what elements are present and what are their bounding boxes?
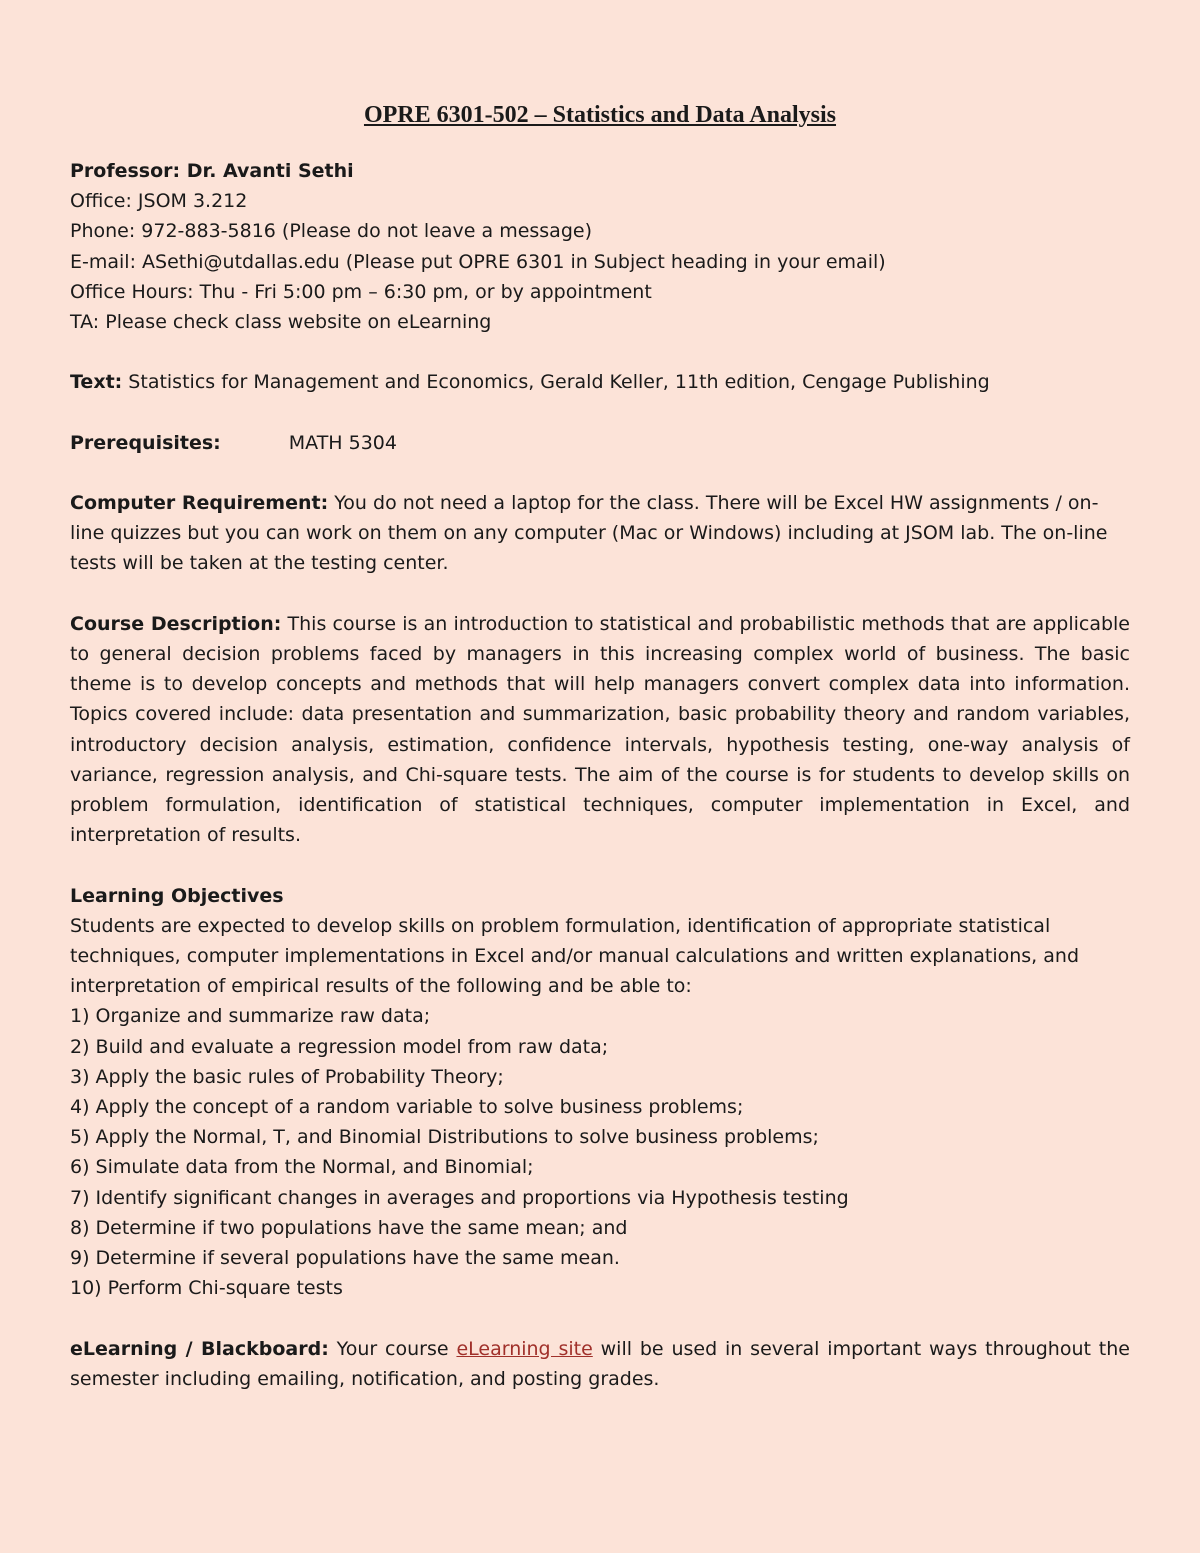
elearning-text-after: will be used in several important ways throughout the semester including emailing, notification, and posting grades. bbox=[70, 1337, 1130, 1390]
contact-block bbox=[70, 156, 1130, 337]
office-hours-line: Office Hours: Thu - Fri 5:00 pm – 6:30 pm, or by appointment bbox=[70, 280, 652, 303]
elearning-label: eLearning / Blackboard: bbox=[70, 1337, 329, 1360]
prerequisites-value: MATH 5304 bbox=[288, 431, 397, 454]
page-title: OPRE 6301-502 – Statistics and Data Analysis bbox=[363, 102, 837, 128]
prerequisites-label: Prerequisites: bbox=[70, 431, 221, 454]
computer-requirement-text: You do not need a laptop for the class. There will be Excel HW assignments / on-line quizzes but you can work on them on any computer (Mac or Windows) including at JSOM lab. The on-line tests will be taken at the testing center. bbox=[70, 492, 1108, 575]
text-value: Statistics for Management and Economics, Gerald Keller, 11th edition, Cengage Publishing bbox=[122, 371, 990, 394]
learning-objectives-intro: Students are expected to develop skills on problem formulation, identification of appropriate statistical techniques, computer implementations in Excel and/or manual calculations and written explanations, and interpretation of empirical results of the following and be able to: bbox=[70, 914, 1080, 998]
syllabus-page bbox=[70, 98, 1130, 1394]
list-item: 4) Apply the concept of a random variable to solve business problems; bbox=[70, 1096, 744, 1119]
list-item: 3) Apply the basic rules of Probability Theory; bbox=[70, 1065, 504, 1088]
office-line: Office: JSOM 3.212 bbox=[70, 190, 248, 213]
learning-objectives-list bbox=[70, 1001, 1130, 1303]
professor-line: Professor: Dr. Avanti Sethi bbox=[70, 160, 354, 182]
learning-objectives-section bbox=[70, 881, 1130, 1304]
list-item: 8) Determine if two populations have the same mean; and bbox=[70, 1216, 628, 1239]
course-description-text: This course is an introduction to statistical and probabilistic methods that are applicable to general decision problems faced by managers in this increasing complex world of business. The basic theme is to develop concepts and methods that will help managers convert complex data into information. Topics covered include: data presentation and summarization, basic probability theory and random variables, introductory decision analysis, estimation, confidence intervals, hypothesis testing, one-way analysis of variance, regression analysis, and Chi-square tests. The aim of the course is for students to develop skills on problem formulation, identification of statistical techniques, computer implementation in Excel, and interpretation of results. bbox=[70, 612, 1130, 847]
course-description-paragraph bbox=[70, 609, 1130, 851]
text-label: Text: bbox=[70, 371, 123, 394]
prerequisites-line bbox=[70, 428, 1130, 458]
computer-requirement-paragraph bbox=[70, 488, 1130, 579]
list-item: 5) Apply the Normal, T, and Binomial Distributions to solve business problems; bbox=[70, 1126, 819, 1149]
email-line: E-mail: ASethi@utdallas.edu (Please put OPRE 6301 in Subject heading in your email) bbox=[70, 250, 886, 273]
list-item: 6) Simulate data from the Normal, and Binomial; bbox=[70, 1156, 534, 1179]
learning-objectives-heading: Learning Objectives bbox=[70, 884, 284, 907]
computer-requirement-label: Computer Requirement: bbox=[70, 492, 329, 515]
text-line bbox=[70, 367, 1130, 397]
ta-line: TA: Please check class website on eLearning bbox=[70, 310, 492, 333]
course-description-label: Course Description: bbox=[70, 612, 282, 635]
list-item: 9) Determine if several populations have the same mean. bbox=[70, 1246, 620, 1269]
elearning-site-link[interactable]: eLearning site bbox=[456, 1337, 593, 1360]
list-item: 10) Perform Chi-square tests bbox=[70, 1277, 343, 1300]
list-item: 1) Organize and summarize raw data; bbox=[70, 1005, 431, 1028]
elearning-paragraph bbox=[70, 1334, 1130, 1394]
phone-line: Phone: 972-883-5816 (Please do not leave a message) bbox=[70, 220, 592, 243]
list-item: 7) Identify significant changes in averages and proportions via Hypothesis testing bbox=[70, 1186, 849, 1209]
elearning-text-before: Your course bbox=[328, 1337, 457, 1360]
list-item: 2) Build and evaluate a regression model from raw data; bbox=[70, 1035, 609, 1058]
